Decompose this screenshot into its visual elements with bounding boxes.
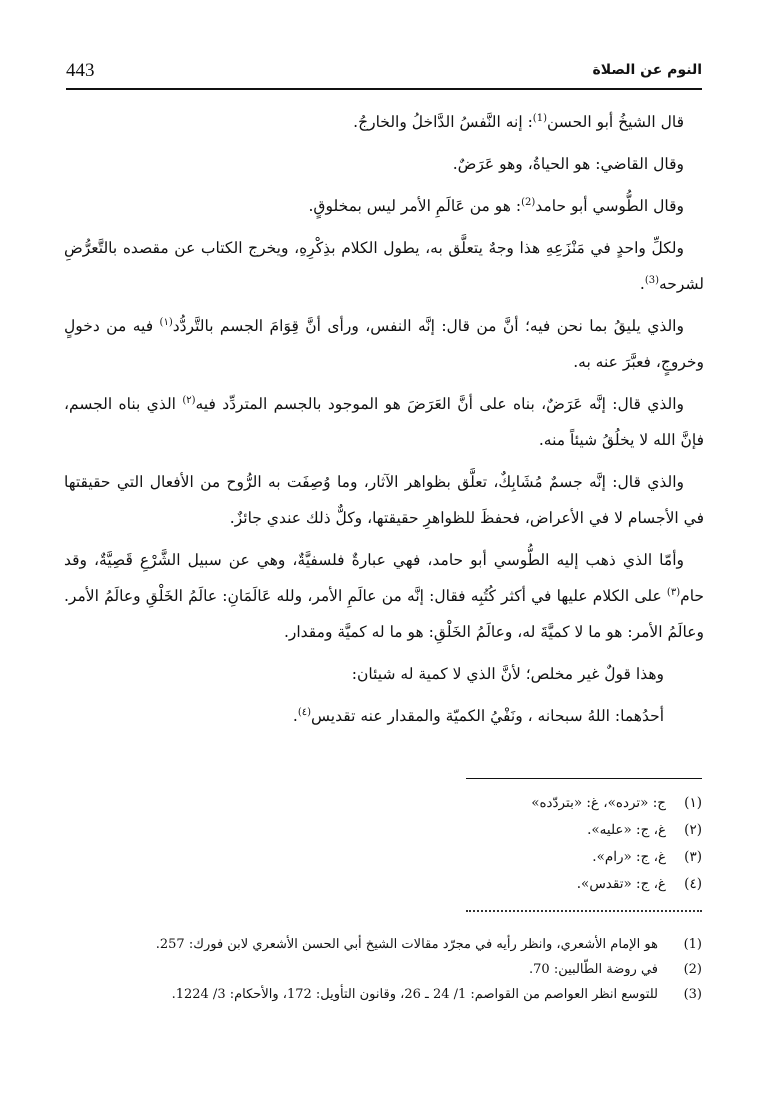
footnote-marker: (1) <box>532 112 547 124</box>
footnote-marker: (3) <box>644 274 659 286</box>
source-note <box>66 982 702 1007</box>
note-number: (٤) <box>684 876 702 892</box>
note-number: (1) <box>683 937 702 952</box>
paragraph: وقال الطُّوسي أبو حامد$^{(2)}$: هو من عَالَمِ الأمر ليس بمخلوقٍ. <box>308 196 684 215</box>
variant-notes <box>82 790 702 898</box>
page-header <box>66 58 702 90</box>
paragraph: وهذا قولٌ غير مخلص؛ لأنَّ الذي لا كمية له شيئان: <box>351 665 664 683</box>
note-number: (١) <box>684 795 702 811</box>
source-note <box>66 932 702 957</box>
paragraph: قال الشيخُ أبو الحسن$^{(1)}$: إنه النَّفسُ الدَّاخلُ والخارجُ. <box>353 112 684 131</box>
paragraph: وأمّا الذي ذهب إليه الطُّوسي أبو حامد، فهي عبارةٌ فلسفيَّةٌ، وهي عن سبيل الشَّرْعِ قَصِيَّةٌ، وقد حام$^{(٣)}$ على الكلام عليها في أكثر كُتُبِه فقال: إنَّه من عالَمِ الأمر، ولله عَالَمَانِ: عالَمُ الخَلْقِ وعالَمُ الأمر. وعالَمُ الأمر: هو ما لا كميَّةَ له، وعالَمُ الخَلْقِ: هو ما له كميَّة ومقدار. <box>64 551 704 641</box>
paragraph: ولكلِّ واحدٍ في مَنْزَعِهِ هذا وجهٌ يتعلَّق به، يطول الكلام بذِكْرِهِ، ويخرج الكتاب عن مقصده بالتَّعرُّضِ لشرحه$^{(3)}$. <box>64 239 704 293</box>
note-text: غ، ج: «عليه». <box>587 822 666 838</box>
footnote-marker: (١) <box>159 316 173 328</box>
source-note <box>66 957 702 982</box>
note-text: غ، ج: «تقدس». <box>576 876 666 892</box>
variant-note <box>82 790 702 817</box>
note-text: هو الإمام الأشعري، وانظر رأيه في مجرّد مقالات الشيخ أبي الحسن الأشعري لابن فورك: 257. <box>155 937 658 952</box>
dotted-separator <box>466 910 702 912</box>
note-text: ج: «ترده»، غ: «بتردّده» <box>531 795 666 811</box>
footnote-marker: (2) <box>521 196 536 208</box>
page-number: 443 <box>66 60 95 81</box>
variant-note <box>82 844 702 871</box>
footnote-marker: (٣) <box>666 586 681 598</box>
footnote-marker: (٢) <box>182 394 196 406</box>
note-number: (٣) <box>684 849 702 865</box>
note-text: غ، ج: «رام». <box>592 849 666 865</box>
paragraph: والذي يليقُ بما نحن فيه؛ أنَّ من قال: إنَّه النفس، ورأى أنَّ قِوَامَ الجسم بالتَّردُّد$^{(١)}$ فيه من دخولٍ وخروجٍ، فعبَّرَ عنه به. <box>64 316 704 371</box>
variant-note <box>82 871 702 898</box>
paragraph: وقال القاضي: هو الحياةُ، وهو عَرَضٌ. <box>452 155 684 173</box>
note-number: (2) <box>683 962 702 977</box>
paragraph: والذي قال: إنَّه عَرَضٌ، بناه على أنَّ العَرَضَ هو الموجود بالجسم المتردِّد فيه$^{(٢)}$ الذي بناه الجسم، فإنَّ الله لا يخلُقُ شيئاً منه. <box>64 394 704 449</box>
note-number: (٢) <box>684 822 702 838</box>
variant-note <box>82 817 702 844</box>
footnote-separator <box>466 778 702 779</box>
note-text: للتوسع انظر العواصم من القواصم: 1/ 24 ـ 26، وقانون التأويل: 172، والأحكام: 3/ 1224. <box>171 987 658 1002</box>
running-title: النوم عن الصلاة <box>592 62 702 78</box>
note-number: (3) <box>683 987 702 1002</box>
main-text <box>64 104 704 740</box>
footnote-marker: (٤) <box>297 706 312 718</box>
note-text: في روضة الطّالبين: 70. <box>529 962 658 977</box>
source-notes <box>66 932 702 1007</box>
paragraph: أحدُهما: اللهُ سبحانه ، ونَفْيُ الكميّة والمقدار عنه تقديس$^{(٤)}$. <box>292 706 664 725</box>
paragraph: والذي قال: إنَّه جسمٌ مُشَابِكٌ، تعلَّق بظواهر الآثار، وما وُصِفَت به الرُّوح من الأفعال التي حقيقتها في الأجسام لا في الأعراض، فحفظَ للظواهرِ حقيقتها، وكلٌّ ذلك عندي جائزٌ. <box>64 473 704 527</box>
